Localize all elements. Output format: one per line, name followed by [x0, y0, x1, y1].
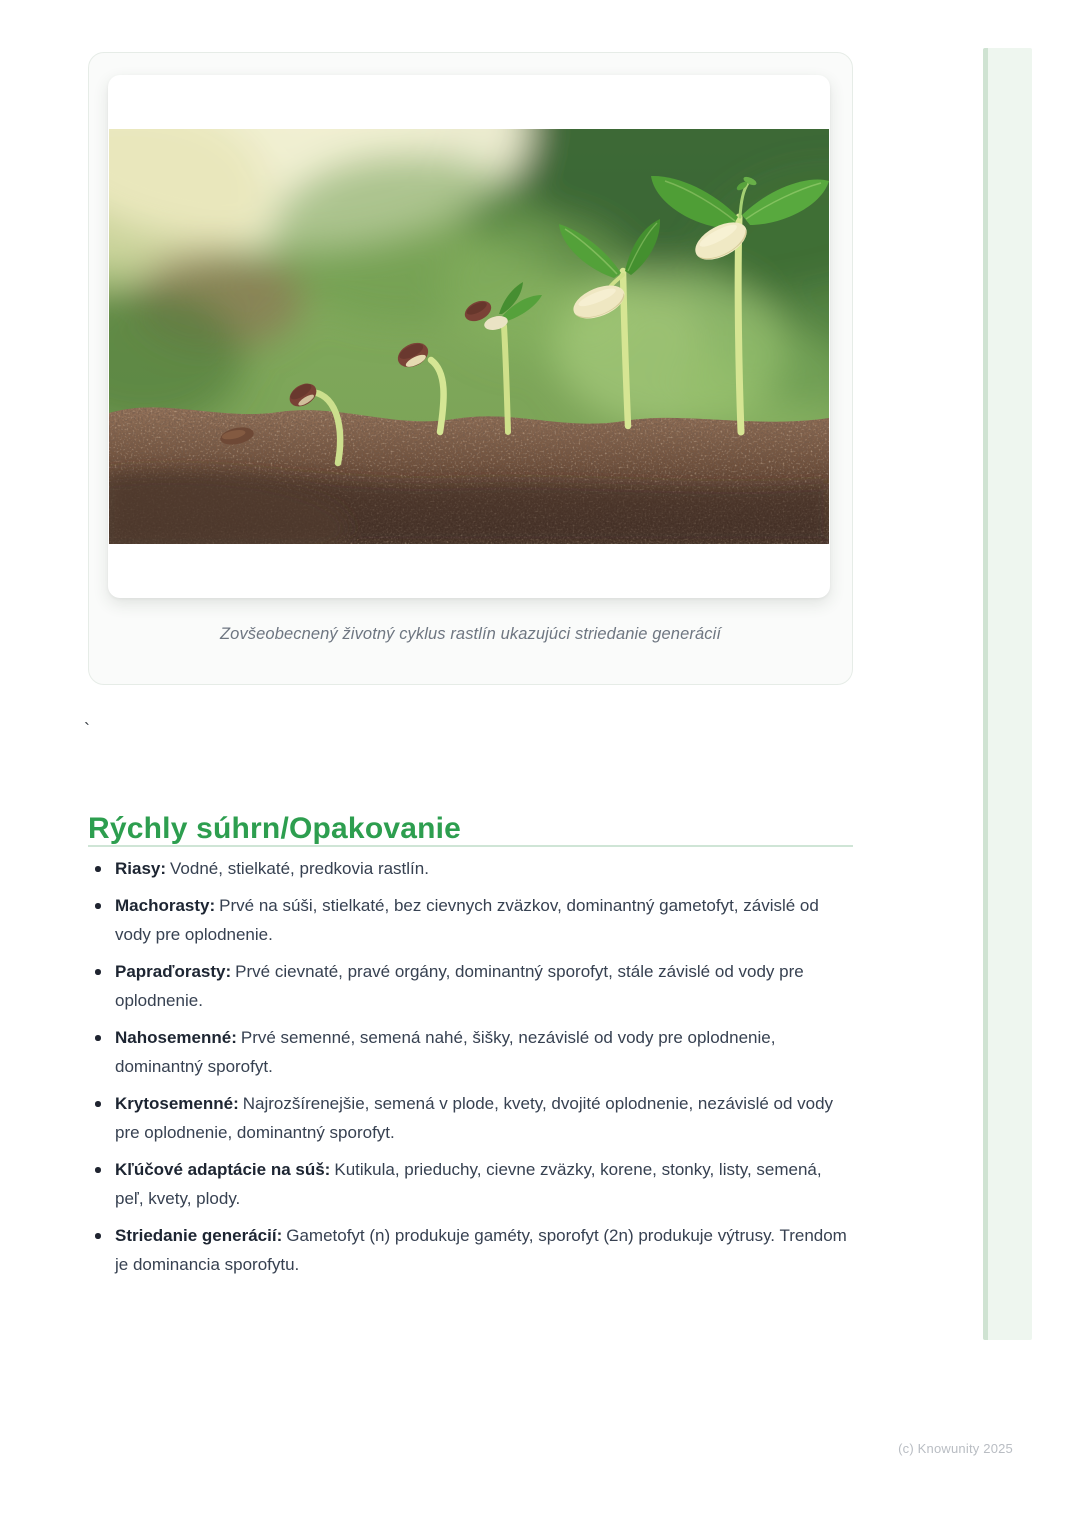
bullet-text: Kutikula, prieduchy, cievne zväzky, korene, stonky, listy, semená, peľ, kvety, plody.: [115, 1160, 822, 1208]
list-item: [88, 1221, 853, 1279]
bullet-text: Prvé semenné, semená nahé, šišky, nezávislé od vody pre oplodnenie, dominantný sporofyt.: [115, 1028, 776, 1076]
figure-caption: Zovšeobecnený životný cyklus rastlín ukazujúci striedanie generácií: [219, 625, 722, 643]
bullet-label: Machorasty:: [115, 896, 216, 915]
stray-backtick-character: `: [84, 720, 90, 740]
bullet-label: Striedanie generácií:: [115, 1226, 283, 1245]
list-item: [88, 1089, 853, 1147]
bullet-label: Riasy:: [115, 859, 167, 878]
bullet-text: Prvé cievnaté, pravé orgány, dominantný sporofyt, stále závislé od vody pre oplodnenie.: [115, 962, 804, 1010]
seedlings-growth-photo: [109, 129, 829, 544]
list-item: [88, 1023, 853, 1081]
bullet-dot: [95, 903, 101, 909]
figure-card: [88, 52, 853, 685]
list-item: [88, 957, 853, 1015]
bullet-label: Kľúčové adaptácie na súš:: [115, 1160, 331, 1179]
bullet-text: Najrozšírenejšie, semená v plode, kvety, dvojité oplodnenie, nezávislé od vody pre oplodnenie, dominantný sporofyt.: [115, 1094, 834, 1142]
photo-frame: [108, 75, 830, 598]
list-item: [88, 1155, 853, 1213]
bullet-label: Papraďorasty:: [115, 962, 232, 981]
section-divider: [88, 845, 853, 847]
bullet-label: Nahosemenné:: [115, 1028, 237, 1047]
list-item: [88, 891, 853, 949]
list-item: [88, 854, 853, 883]
bullet-text: Prvé na súši, stielkaté, bez cievnych zväzkov, dominantný gametofyt, závislé od vody pre oplodnenie.: [115, 896, 819, 944]
bullet-dot: [95, 1233, 101, 1239]
footer-copyright: (c) Knowunity 2025: [898, 1441, 1013, 1456]
bullet-dot: [95, 1035, 101, 1041]
bullet-dot: [95, 1167, 101, 1173]
summary-list: [88, 854, 853, 1287]
bullet-text: Vodné, stielkaté, predkovia rastlín.: [170, 859, 429, 878]
side-accent-bar: [983, 48, 1032, 1340]
bullet-label: Krytosemenné:: [115, 1094, 239, 1113]
bullet-text: Gametofyt (n) produkuje gaméty, sporofyt (2n) produkuje výtrusy. Trendom je dominancia sporofytu.: [115, 1226, 847, 1274]
bullet-dot: [95, 969, 101, 975]
bullet-dot: [95, 866, 101, 872]
bullet-dot: [95, 1101, 101, 1107]
section-title: Rýchly súhrn/Opakovanie: [88, 812, 462, 846]
